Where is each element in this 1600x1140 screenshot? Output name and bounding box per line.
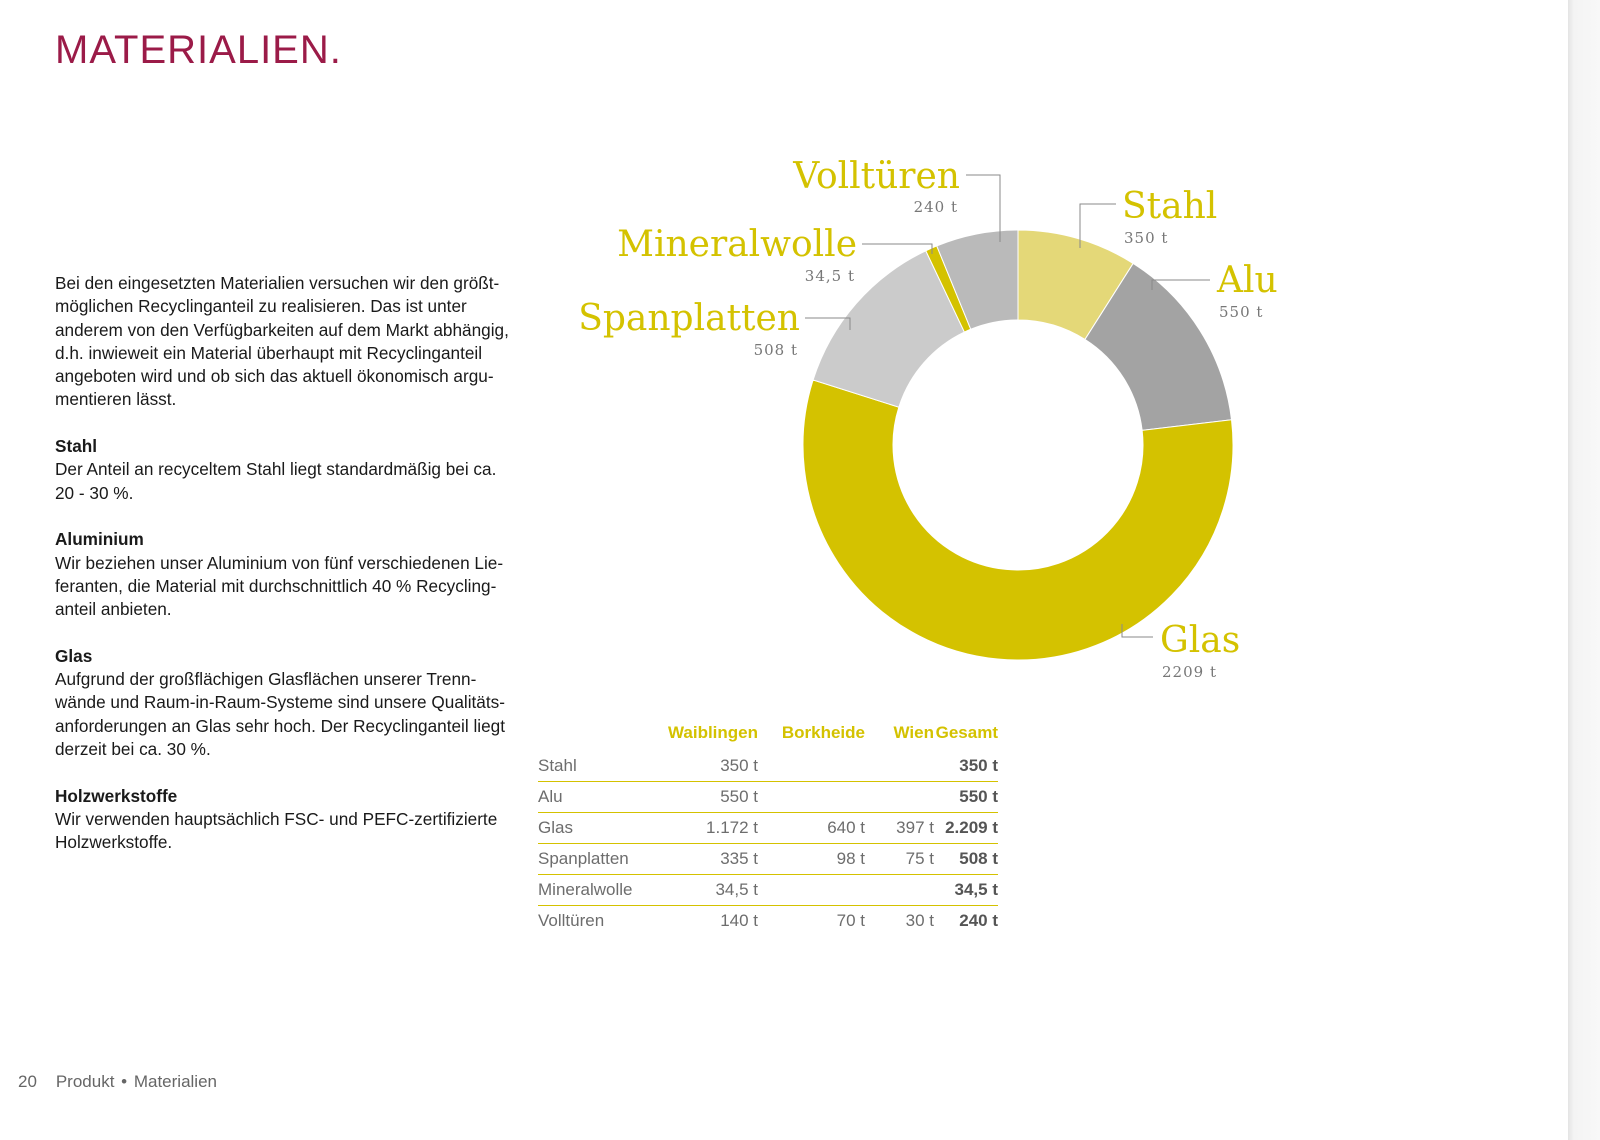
row-label: Glas bbox=[538, 813, 668, 844]
table-cell: 98 t bbox=[758, 844, 865, 875]
intro-paragraph: Bei den eingesetzten Materialien versuchen wir den größtmöglichen Recyclinganteil zu realisieren. Das ist unter anderem von den Verfügbarkeiten auf dem Markt abhängig, d.h. inwieweit ein Material überhaupt mit Recyclinganteil angeboten wird und ob sich das aktuell ökonomisch argumentieren lässt. bbox=[55, 273, 509, 410]
total-cell: 550 t bbox=[934, 782, 998, 813]
page-number: 20 bbox=[18, 1072, 37, 1091]
slice-label: Alu bbox=[1217, 260, 1278, 301]
table-cell: 140 t bbox=[720, 911, 759, 930]
section-title: Glas bbox=[55, 645, 93, 666]
total-cell: 34,5 t bbox=[934, 875, 998, 906]
section-title: Stahl bbox=[55, 436, 98, 457]
table-cell: 550 t bbox=[668, 782, 758, 813]
materials-table bbox=[538, 723, 998, 936]
table-row bbox=[538, 813, 998, 844]
slice-label: Volltüren bbox=[793, 156, 960, 197]
table-cell: 34,5 t bbox=[668, 875, 758, 906]
table-row bbox=[538, 751, 998, 782]
table-cell bbox=[865, 782, 934, 813]
footer-separator: • bbox=[121, 1072, 128, 1091]
page-title: MATERIALIEN. bbox=[55, 28, 342, 72]
table-cell: 70 t bbox=[836, 911, 865, 930]
page-footer bbox=[18, 1072, 217, 1092]
slice-label: Mineralwolle bbox=[617, 224, 857, 265]
table-row bbox=[538, 782, 998, 813]
section-text: Der Anteil an recyceltem Stahl liegt standardmäßig bei ca. 20 - 30 %. bbox=[55, 459, 497, 503]
table-cell: 1.172 t bbox=[668, 813, 758, 844]
table-cell: 640 t bbox=[758, 813, 865, 844]
footer-section: Produkt bbox=[55, 1072, 115, 1091]
row-label: Spanplatten bbox=[538, 844, 668, 875]
section-text: Wir beziehen unser Aluminium von fünf verschiedenen Lieferanten, die Material mit durchschnittlich 40 % Recyclinganteil anbieten. bbox=[55, 552, 504, 620]
slice-value-label: 350 t bbox=[1124, 229, 1169, 247]
slice-value-label: 508 t bbox=[753, 341, 798, 359]
table-cell bbox=[865, 751, 934, 782]
row-label: Volltüren bbox=[538, 911, 605, 930]
column-header: Borkheide bbox=[781, 723, 865, 742]
row-label: Mineralwolle bbox=[538, 875, 668, 906]
table-cell bbox=[865, 875, 934, 906]
table-cell bbox=[758, 782, 865, 813]
section-text: Wir verwenden hauptsächlich FSC- und PEFC-zertifizierte Holzwerkstoffe. bbox=[55, 808, 498, 853]
row-label: Alu bbox=[538, 782, 668, 813]
table-row bbox=[538, 875, 998, 906]
section-holzwerkstoffe bbox=[55, 785, 515, 855]
slice-label: Stahl bbox=[1122, 186, 1218, 227]
column-header bbox=[538, 723, 668, 751]
total-cell: 2.209 t bbox=[934, 813, 998, 844]
section-title: Holzwerkstoffe bbox=[55, 785, 178, 806]
footer-topic: Materialien bbox=[133, 1072, 217, 1091]
slice-label: Spanplatten bbox=[578, 298, 800, 339]
slice-value-label: 2209 t bbox=[1162, 663, 1217, 681]
column-header: Gesamt bbox=[935, 723, 998, 742]
slice-value-label: 550 t bbox=[1219, 303, 1264, 321]
slice-value-label: 240 t bbox=[913, 198, 958, 216]
column-header: Waiblingen bbox=[667, 723, 759, 742]
total-cell: 350 t bbox=[934, 751, 998, 782]
column-header: Wien bbox=[893, 723, 934, 742]
total-cell: 240 t bbox=[959, 911, 998, 930]
table-cell: 30 t bbox=[905, 911, 934, 930]
row-label: Stahl bbox=[538, 751, 668, 782]
slice-value-label: 34,5 t bbox=[804, 267, 855, 285]
table-cell bbox=[758, 751, 865, 782]
table-row bbox=[538, 844, 998, 875]
slice-label: Glas bbox=[1160, 620, 1241, 661]
section-title: Aluminium bbox=[55, 529, 144, 550]
table-header-row bbox=[538, 723, 998, 751]
table-cell: 75 t bbox=[865, 844, 934, 875]
table-cell: 335 t bbox=[668, 844, 758, 875]
table-cell bbox=[758, 875, 865, 906]
table-row bbox=[538, 906, 998, 937]
table-cell: 350 t bbox=[668, 751, 758, 782]
table-cell: 397 t bbox=[865, 813, 934, 844]
section-text: Aufgrund der großflächigen Glasflächen unserer Trennwände und Raum-in-Raum-Systeme sind unsere Qualitätsanforderungen an Glas sehr hoch. Der Recyclinganteil liegt derzeit bei ca. 30 %. bbox=[55, 669, 505, 759]
total-cell: 508 t bbox=[934, 844, 998, 875]
